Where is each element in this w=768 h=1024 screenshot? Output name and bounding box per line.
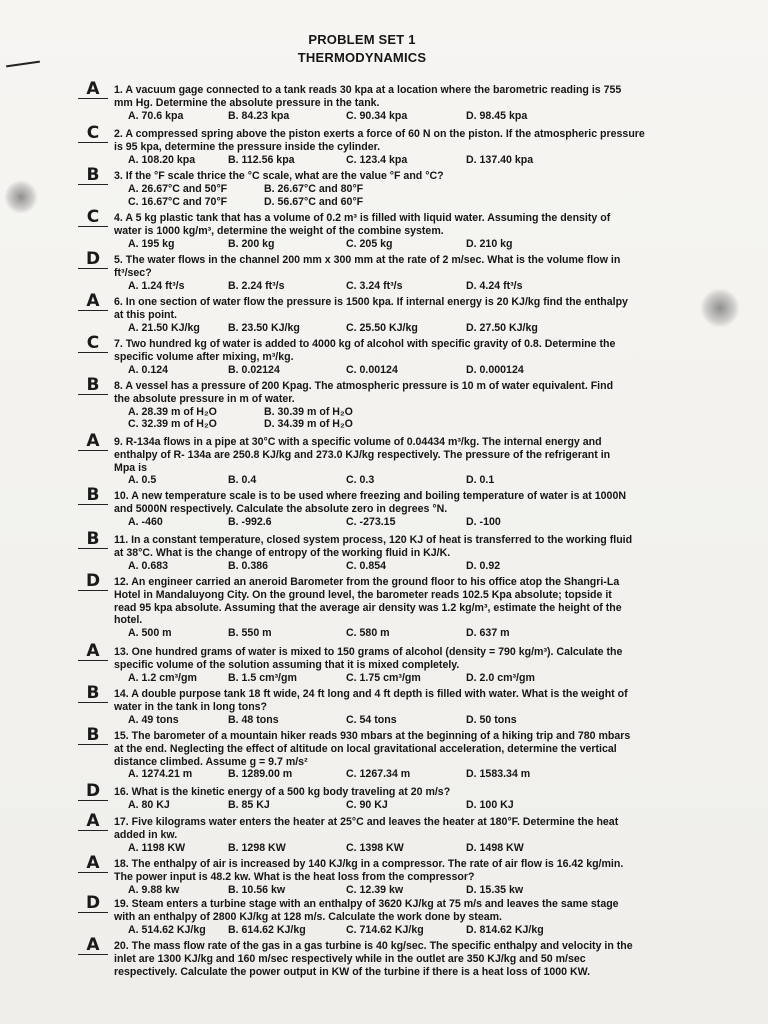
question-text: 17. Five kilograms water enters the heater at 25°C and leaves the heater at 180°F. Determine the heat added in kw.	[114, 816, 619, 841]
choice-option: D. 0.000124	[466, 363, 524, 376]
answer-mark: A	[78, 432, 108, 451]
answer-mark: D	[78, 572, 108, 591]
choice-option: D. 1498 KW	[466, 841, 524, 854]
choice-option: D. 98.45 kpa	[466, 109, 528, 122]
choice-option: C. 205 kg	[346, 237, 393, 250]
choice-option: D. 814.62 KJ/kg	[466, 923, 544, 936]
choice-option: C. 0.3	[346, 474, 375, 487]
question-text: 7. Two hundred kg of water is added to 4000 kg of alcohol with specific gravity of 0.8. Determine the specific volume after mixing, m³/kg.	[114, 338, 616, 363]
answer-mark: D	[78, 782, 108, 801]
choice-option: B. 85 KJ	[228, 798, 270, 811]
answer-mark: D	[78, 894, 108, 913]
choice-option: A. 514.62 KJ/kg	[128, 923, 206, 936]
choice-option: A. 49 tons	[128, 713, 179, 726]
choice-option: D. 2.0 cm³/gm	[466, 671, 535, 684]
choice-option: B. -992.6	[228, 515, 272, 528]
answer-mark: C	[78, 208, 108, 227]
choice-option: B. 112.56 kpa	[228, 153, 295, 166]
question-text: 2. A compressed spring above the piston exerts a force of 60 N on the piston. If the atmospheric pressure is 95 kpa, determine the pressure inside the cylinder.	[114, 128, 645, 153]
answer-mark: A	[78, 292, 108, 311]
choice-option: B. 30.39 m of H₂O	[264, 405, 353, 418]
choice-option: D. 1583.34 m	[466, 768, 531, 781]
choice-option: C. 16.67°C and 70°F	[128, 195, 228, 208]
choice-option: A. 80 KJ	[128, 798, 170, 811]
choice-option: A. 9.88 kw	[128, 883, 180, 896]
choice-option: C. 714.62 KJ/kg	[346, 923, 424, 936]
choice-option: D. 0.92	[466, 559, 501, 572]
choice-option: A. 0.5	[128, 474, 157, 487]
choice-option: B. 1289.00 m	[228, 768, 293, 781]
choice-option: D. 4.24 ft³/s	[466, 279, 523, 292]
choice-option: D. -100	[466, 515, 501, 528]
choice-option: C. 0.00124	[346, 363, 398, 376]
choice-option: D. 56.67°C and 60°F	[264, 195, 364, 208]
question-text: 1. A vacuum gage connected to a tank reads 30 kpa at a location where the barometric reading is 755 mm Hg. Determine the absolute pressure in the tank.	[114, 84, 622, 109]
answer-mark: B	[78, 486, 108, 505]
choice-option: B. 48 tons	[228, 713, 279, 726]
document-title: PROBLEM SET 1	[308, 32, 416, 47]
choice-option: D. 100 KJ	[466, 798, 514, 811]
question-text: 6. In one section of water flow the pressure is 1500 kpa. If internal energy is 20 KJ/kg find the enthalpy at this point.	[114, 296, 628, 321]
choice-option: D. 34.39 m of H₂O	[264, 418, 353, 431]
choice-option: A. 1.24 ft³/s	[128, 279, 185, 292]
choice-option: C. 1267.34 m	[346, 768, 411, 781]
answer-mark: B	[78, 684, 108, 703]
choice-option: C. 580 m	[346, 627, 390, 640]
choice-option: C. 0.854	[346, 559, 387, 572]
pen-mark	[6, 61, 40, 68]
choice-option: B. 200 kg	[228, 237, 275, 250]
choice-option: A. 0.124	[128, 363, 169, 376]
choice-option: B. 23.50 KJ/kg	[228, 321, 300, 334]
answer-mark: A	[78, 854, 108, 873]
choice-option: D. 637 m	[466, 627, 510, 640]
question-text: 9. R-134a flows in a pipe at 30°C with a specific volume of 0.04434 m³/kg. The internal energy and enthalpy of R- 134a are 250.8 KJ/kg and 273.0 KJ/kg respectively. The pressure of the refrigerant in Mpa is	[114, 436, 611, 474]
choice-option: B. 0.02124	[228, 363, 280, 376]
question-text: 11. In a constant temperature, closed system process, 120 KJ of heat is transferred to the working fluid at 38°C. What is the change of entropy of the working fluid in KJ/K.	[114, 534, 633, 559]
choice-option: D. 15.35 kw	[466, 883, 524, 896]
choice-option: C. 123.4 kpa	[346, 153, 408, 166]
choice-option: A. 21.50 KJ/kg	[128, 321, 200, 334]
answer-mark: B	[78, 166, 108, 185]
choice-option: D. 0.1	[466, 474, 495, 487]
choice-option: B. 1298 KW	[228, 841, 286, 854]
question-text: 10. A new temperature scale is to be used where freezing and boiling temperature of water is at 1000N and 5000N respectively. Calculate the absolute zero in degrees °N.	[114, 490, 626, 515]
choice-option: C. 3.24 ft³/s	[346, 279, 403, 292]
document-subtitle: THERMODYNAMICS	[297, 50, 427, 65]
choice-option: A. 1198 KW	[128, 841, 186, 854]
choice-option: C. 12.39 kw	[346, 883, 404, 896]
choice-option: C. 1398 KW	[346, 841, 404, 854]
choice-option: D. 210 kg	[466, 237, 513, 250]
choice-option: B. 84.23 kpa	[228, 109, 290, 122]
choice-option: D. 27.50 KJ/kg	[466, 321, 538, 334]
choice-option: A. 70.6 kpa	[128, 109, 184, 122]
ink-smudge	[700, 288, 740, 328]
choice-option: A. -460	[128, 515, 163, 528]
choice-option: A. 28.39 m of H₂O	[128, 405, 217, 418]
answer-mark: D	[78, 250, 108, 269]
choice-option: B. 0.386	[228, 559, 269, 572]
question-text: 8. A vessel has a pressure of 200 Kpag. The atmospheric pressure is 10 m of water equivalent. Find the absolute pressure in m of water.	[114, 380, 614, 405]
choice-option: C. 54 tons	[346, 713, 397, 726]
choice-option: B. 0.4	[228, 474, 257, 487]
choice-option: B. 550 m	[228, 627, 272, 640]
choice-option: C. 32.39 m of H₂O	[128, 418, 217, 431]
choice-option: A. 1.2 cm³/gm	[128, 671, 197, 684]
answer-mark: A	[78, 80, 108, 99]
choice-option: B. 614.62 KJ/kg	[228, 923, 306, 936]
choice-option: B. 10.56 kw	[228, 883, 286, 896]
ink-smudge	[4, 180, 38, 214]
choice-option: C. 90.34 kpa	[346, 109, 408, 122]
question-text: 4. A 5 kg plastic tank that has a volume of 0.2 m³ is filled with liquid water. Assuming the density of water is 1000 kg/m³, determine the weight of the combine system.	[114, 212, 611, 237]
choice-option: A. 108.20 kpa	[128, 153, 196, 166]
choice-option: C. 90 KJ	[346, 798, 388, 811]
choice-option: A. 195 kg	[128, 237, 175, 250]
answer-mark: A	[78, 936, 108, 955]
answer-mark: B	[78, 376, 108, 395]
question-text: 12. An engineer carried an aneroid Barometer from the ground floor to his office atop the Shangri-La Hotel in Mandaluyong City. On the ground level, the barometer reads 102.5 Kpa absolute; topside it read 95 kpa absolute. Assuming that the average air density was 1.2 kg/m³, estimate the height of the hotel.	[114, 576, 622, 627]
question-text: 16. What is the kinetic energy of a 500 kg body traveling at 20 m/s?	[114, 786, 451, 798]
question-text: 3. If the °F scale thrice the °C scale, what are the value °F and °C?	[114, 170, 444, 182]
choice-option: B. 2.24 ft³/s	[228, 279, 285, 292]
question-text: 5. The water flows in the channel 200 mm x 300 mm at the rate of 2 m/sec. What is the volume flow in ft³/sec?	[114, 254, 621, 279]
choice-option: C. -273.15	[346, 515, 396, 528]
question-text: 15. The barometer of a mountain hiker reads 930 mbars at the beginning of a hiking trip and 780 mbars at the end. Neglecting the effect of altitude on local gravitational acceleration, determine the vertical distance climbed. Assume g = 9.7 m/s²	[114, 730, 631, 768]
answer-mark: B	[78, 726, 108, 745]
question-text: 18. The enthalpy of air is increased by 140 KJ/kg in a compressor. The rate of air flow is 16.42 kg/min. The power input is 48.2 kw. What is the heat loss from the compressor?	[114, 858, 624, 883]
choice-option: D. 137.40 kpa	[466, 153, 534, 166]
choice-option: B. 26.67°C and 80°F	[264, 182, 364, 195]
choice-option: C. 25.50 KJ/kg	[346, 321, 418, 334]
choice-option: B. 1.5 cm³/gm	[228, 671, 297, 684]
choice-option: C. 1.75 cm³/gm	[346, 671, 421, 684]
choice-option: A. 0.683	[128, 559, 169, 572]
question-text: 20. The mass flow rate of the gas in a gas turbine is 40 kg/sec. The specific enthalpy and velocity in the inlet are 1300 KJ/kg and 160 m/sec respectively while in the outlet are 350 KJ/kg and 50 m/sec respectively. Calculate the power output in KW of the turbine if there is a heat loss of 1000 KW.	[114, 940, 633, 978]
answer-mark: C	[78, 334, 108, 353]
choice-option: A. 500 m	[128, 627, 172, 640]
question-text: 19. Steam enters a turbine stage with an enthalpy of 3620 KJ/kg at 75 m/s and leaves the same stage with an enthalpy of 2800 KJ/kg at 128 m/s. Calculate the work done by steam.	[114, 898, 619, 923]
answer-mark: A	[78, 642, 108, 661]
choice-option: A. 1274.21 m	[128, 768, 193, 781]
answer-mark: A	[78, 812, 108, 831]
answer-mark: C	[78, 124, 108, 143]
answer-mark: B	[78, 530, 108, 549]
choice-option: A. 26.67°C and 50°F	[128, 182, 228, 195]
question-text: 14. A double purpose tank 18 ft wide, 24 ft long and 4 ft depth is filled with water. What is the weight of water in the tank in long tons?	[114, 688, 628, 713]
choice-option: D. 50 tons	[466, 713, 517, 726]
question-text: 13. One hundred grams of water is mixed to 150 grams of alcohol (density = 790 kg/m³). Calculate the specific volume of the solution assuming that it is mixed completely.	[114, 646, 623, 671]
